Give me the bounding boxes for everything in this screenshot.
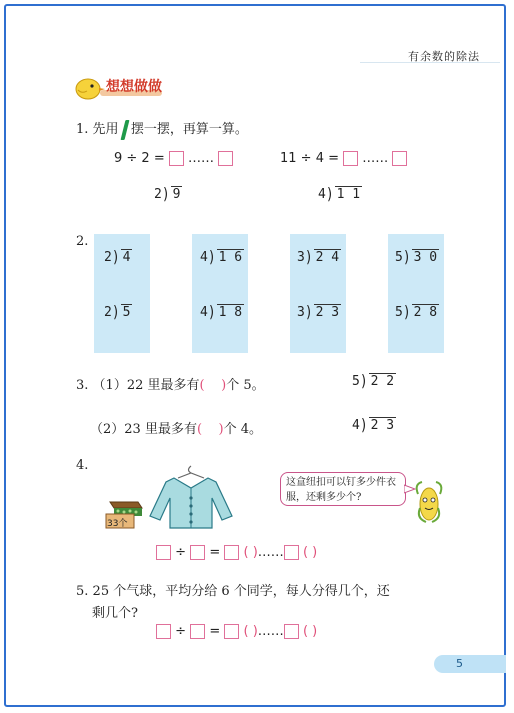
answer-box[interactable] [224, 545, 239, 560]
q4-equation [156, 545, 317, 560]
chick-icon [72, 72, 106, 102]
equation-text: 9 ÷ 2 = [114, 151, 165, 166]
answer-box[interactable] [392, 151, 407, 166]
long-division: 4) 1 6 [200, 248, 243, 267]
box-label: 33个 [107, 519, 128, 529]
long-division: 2) 9 [154, 185, 181, 204]
long-division: 4) 1 1 [318, 185, 361, 204]
unit-parens[interactable]: ( ) [302, 624, 318, 639]
question-2-number: 2. [76, 234, 89, 249]
long-division: 4) 2 3 [352, 416, 395, 435]
long-division: 2) 5 [104, 303, 131, 322]
answer-box[interactable] [190, 624, 205, 639]
question-5-line-2: 剩几个? [92, 606, 138, 621]
ellipsis: …… [362, 151, 389, 166]
question-number: 1. [76, 122, 89, 137]
q5-equation [156, 624, 317, 639]
long-division: 5) 2 2 [352, 372, 395, 391]
page-number-bar [434, 655, 506, 673]
question-3-part-2 [90, 418, 262, 437]
answer-box[interactable] [190, 545, 205, 560]
long-division: 4) 1 8 [200, 303, 243, 322]
ellipsis: …… [257, 545, 284, 560]
unit-parens[interactable]: ( ) [302, 545, 318, 560]
equals-sign: = [209, 624, 221, 639]
long-division: 3) 2 3 [297, 303, 340, 322]
speech-bubble: 这盒纽扣可以钉多少件衣服，还剩多少个? [280, 472, 406, 506]
long-division: 2) 4 [104, 248, 131, 267]
page-frame [4, 4, 506, 707]
question-5-line-1 [76, 580, 390, 599]
equation-text: 11 ÷ 4 = [280, 151, 339, 166]
q1-equation-right [280, 151, 407, 166]
answer-box[interactable] [169, 151, 184, 166]
q3-part1-label: （1）22 里最多有 [92, 378, 200, 393]
unit-parens[interactable]: ( ) [243, 545, 258, 560]
question-1-text [76, 118, 248, 140]
page-number: 5 [456, 657, 463, 670]
answer-box[interactable] [218, 151, 233, 166]
answer-box[interactable] [284, 545, 299, 560]
answer-parens[interactable]: ( ) [199, 378, 227, 393]
question-number: 5. [76, 584, 89, 599]
long-division: 5) 2 8 [395, 303, 438, 322]
header-rule [360, 62, 500, 63]
answer-box[interactable] [343, 151, 358, 166]
long-division: 3) 2 4 [297, 248, 340, 267]
jacket-icon [146, 464, 236, 530]
ellipsis: …… [257, 624, 284, 639]
q5-text-line-1: 25 个气球，平均分给 6 个同学，每人分得几个，还 [92, 584, 390, 599]
q3-part2-label: （2）23 里最多有 [90, 422, 197, 437]
q3-part2-suffix: 个 4。 [223, 422, 263, 437]
answer-parens[interactable]: ( ) [196, 422, 224, 437]
divide-sign: ÷ [175, 545, 187, 560]
long-division: 5) 3 0 [395, 248, 438, 267]
equals-sign: = [209, 545, 221, 560]
q1-suffix: 摆一摆，再算一算。 [130, 122, 248, 137]
answer-box[interactable] [224, 624, 239, 639]
question-4-number: 4. [76, 458, 89, 473]
section-title: 想想做做 [106, 79, 162, 95]
q1-equation-left [114, 151, 233, 166]
answer-box[interactable] [156, 545, 171, 560]
page-header: 有余数的除法 [408, 50, 480, 63]
unit-parens[interactable]: ( ) [243, 624, 258, 639]
divide-sign: ÷ [175, 624, 187, 639]
question-3-part-1 [76, 374, 265, 393]
q1-prefix: 先用 [92, 122, 119, 137]
corn-character-icon [414, 478, 444, 526]
ellipsis: …… [188, 151, 215, 166]
answer-box[interactable] [284, 624, 299, 639]
counting-stick-icon [120, 120, 129, 140]
question-number: 3. [76, 378, 89, 393]
q3-part1-suffix: 个 5。 [226, 378, 265, 393]
answer-box[interactable] [156, 624, 171, 639]
